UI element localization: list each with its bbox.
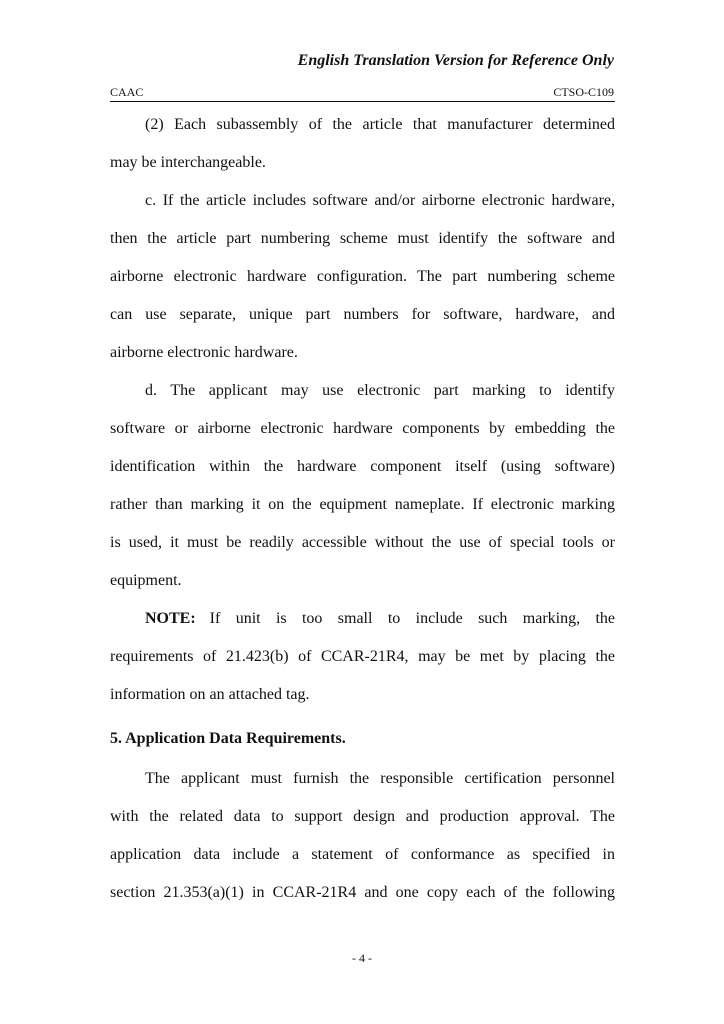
paragraph-line: requirements of 21.423(b) of CCAR-21R4, may be met by placing the: [110, 648, 615, 665]
note-text: If unit is too small to include such marking, the: [209, 610, 615, 627]
paragraph-line: airborne electronic hardware configuration. The part numbering scheme: [110, 268, 615, 285]
header-divider: [110, 101, 615, 102]
paragraph-line: application data include a statement of conformance as specified in: [110, 846, 615, 863]
paragraph-line: then the article part numbering scheme must identify the software and: [110, 230, 615, 247]
paragraph-line: identification within the hardware component itself (using software): [110, 458, 615, 475]
paragraph-line: may be interchangeable.: [110, 154, 266, 171]
section-heading: 5. Application Data Requirements.: [110, 730, 346, 747]
paragraph-line: equipment.: [110, 572, 182, 589]
header-title: English Translation Version for Reference Only: [297, 52, 614, 69]
paragraph-line: with the related data to support design and production approval. The: [110, 808, 615, 825]
paragraph-line: d. The applicant may use electronic part marking to identify: [145, 382, 615, 399]
paragraph-line: software or airborne electronic hardware components by embedding the: [110, 420, 615, 437]
paragraph-line: The applicant must furnish the responsible certification personnel: [145, 770, 615, 787]
paragraph-line: is used, it must be readily accessible without the use of special tools or: [110, 534, 615, 551]
paragraph-line: section 21.353(a)(1) in CCAR-21R4 and one copy each of the following: [110, 884, 615, 901]
paragraph-line: information on an attached tag.: [110, 686, 310, 703]
paragraph-line: airborne electronic hardware.: [110, 344, 298, 361]
header-right-label: CTSO-C109: [553, 85, 614, 99]
note-label: NOTE:: [145, 610, 196, 627]
header-left-label: CAAC: [110, 85, 144, 99]
paragraph-line: rather than marking it on the equipment nameplate. If electronic marking: [110, 496, 615, 513]
paragraph-line: (2) Each subassembly of the article that manufacturer determined: [145, 116, 615, 133]
paragraph-line: c. If the article includes software and/or airborne electronic hardware,: [145, 192, 615, 209]
page-number: - 4 -: [352, 951, 372, 965]
note-line: [145, 609, 615, 629]
paragraph-line: can use separate, unique part numbers for software, hardware, and: [110, 306, 615, 323]
